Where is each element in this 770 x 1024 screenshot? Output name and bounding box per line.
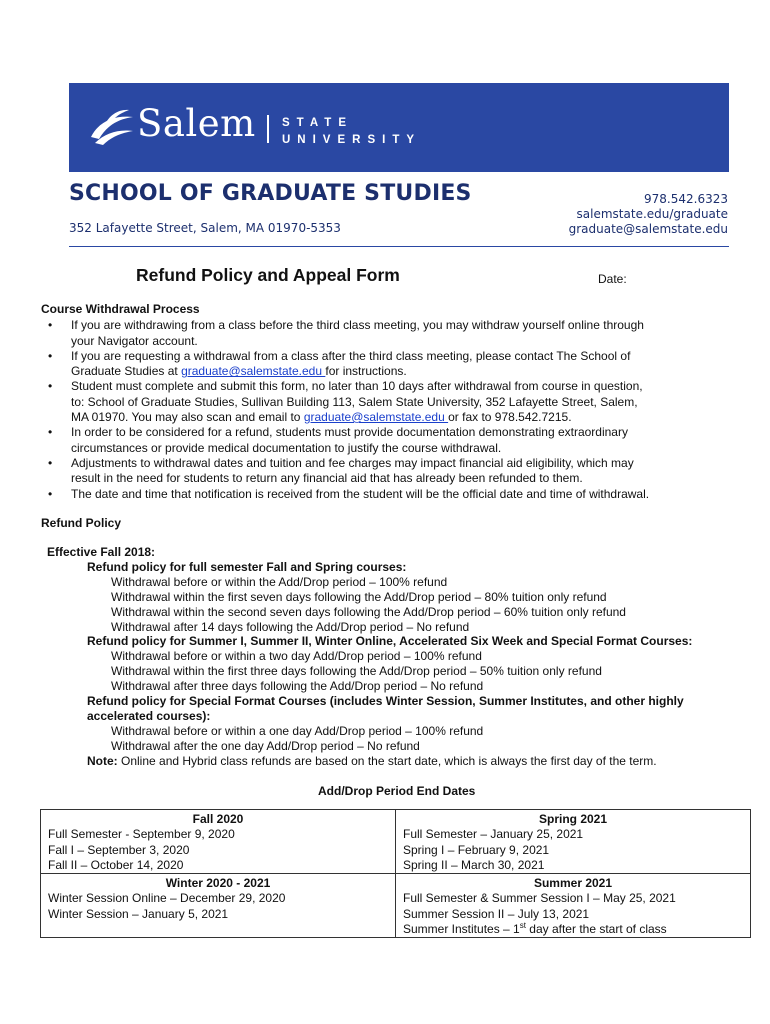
list-item: Withdrawal before or within a two day Add/Drop period – 100% refund bbox=[111, 649, 482, 663]
date-line: Full Semester & Summer Session I – May 25, 2021 bbox=[403, 891, 676, 906]
contact-email[interactable]: graduate@salemstate.edu bbox=[568, 222, 728, 236]
logo-university: UNIVERSITY bbox=[282, 134, 422, 146]
school-address: 352 Lafayette Street, Salem, MA 01970-5353 bbox=[69, 221, 341, 235]
list-item: Withdrawal before or within a one day Add/Drop period – 100% refund bbox=[111, 724, 484, 738]
special-heading: Refund policy for Special Format Courses (includes Winter Session, Summer Institutes, and other highly bbox=[87, 694, 684, 708]
school-title: SCHOOL OF GRADUATE STUDIES bbox=[69, 181, 472, 206]
fall-cell bbox=[41, 810, 396, 874]
note-label: Note: bbox=[87, 754, 118, 768]
header-rule bbox=[69, 246, 729, 247]
list-item: Withdrawal within the second seven days following the Add/Drop period – 60% tuition only refund bbox=[111, 605, 626, 619]
summer-heading: Refund policy for Summer I, Summer II, Winter Online, Accelerated Six Week and Special Format Courses: bbox=[87, 634, 693, 648]
date-line: Spring II – March 30, 2021 bbox=[403, 857, 545, 872]
special-heading-cont: accelerated courses): bbox=[87, 709, 211, 723]
effective-label: Effective Fall 2018: bbox=[47, 545, 156, 559]
list-item: • If you are requesting a withdrawal from a class after the third class meeting, please contact The School of Graduate Studies at graduate@salemstate.edu for instructions. bbox=[41, 349, 741, 380]
list-item: Withdrawal after 14 days following the Add/Drop period – No refund bbox=[111, 620, 470, 634]
list-item: • Adjustments to withdrawal dates and tuition and fee charges may impact financial aid eligibility, which may result in the need for students to return any financial aid that has already been refunded to them. bbox=[41, 456, 741, 487]
summer-cell bbox=[396, 874, 751, 938]
spring-cell bbox=[396, 810, 751, 874]
logo-wordmark: Salem bbox=[137, 102, 256, 145]
withdrawal-heading: Course Withdrawal Process bbox=[41, 302, 200, 316]
date-label: Date: bbox=[598, 272, 627, 286]
list-item: Withdrawal after three days following the Add/Drop period – No refund bbox=[111, 679, 484, 693]
list-item: • In order to be considered for a refund, students must provide documentation demonstrating extraordinary circumstances or provide medical documentation to justify the course withdrawal. bbox=[41, 425, 741, 456]
list-item: Withdrawal after the one day Add/Drop period – No refund bbox=[111, 739, 420, 753]
add-drop-dates-table bbox=[40, 809, 751, 938]
email-link[interactable]: graduate@salemstate.edu bbox=[181, 364, 326, 379]
list-item: • Student must complete and submit this form, no later than 10 days after withdrawal from course in question, to: School of Graduate Studies, Sullivan Building 113, Salem State University, 352 Lafayette Street, Salem, MA 01970. You may also scan and email to graduate@salemstate.edu or fax to 978.542.7215. bbox=[41, 379, 741, 425]
list-item: Withdrawal within the first seven days following the Add/Drop period – 80% tuition only refund bbox=[111, 590, 607, 604]
dates-title: Add/Drop Period End Dates bbox=[318, 784, 476, 798]
email-link[interactable]: graduate@salemstate.edu bbox=[303, 410, 449, 425]
list-item: Withdrawal before or within the Add/Drop period – 100% refund bbox=[111, 575, 448, 589]
note-text: Online and Hybrid class refunds are based on the start date, which is always the first day of the term. bbox=[117, 754, 657, 768]
contact-website[interactable]: salemstate.edu/graduate bbox=[576, 207, 728, 221]
date-line: Fall I – September 3, 2020 bbox=[48, 842, 190, 857]
logo-state: STATE bbox=[282, 117, 353, 129]
list-item: • If you are withdrawing from a class before the third class meeting, you may withdraw yourself online through your Navigator account. bbox=[41, 318, 741, 349]
full-semester-heading: Refund policy for full semester Fall and Spring courses: bbox=[87, 560, 407, 574]
list-item: • The date and time that notification is received from the student will be the official date and time of withdrawal. bbox=[41, 487, 741, 502]
term-spring: Spring 2021 bbox=[538, 812, 608, 826]
form-title: Refund Policy and Appeal Form bbox=[136, 265, 400, 285]
logo-divider bbox=[267, 115, 269, 143]
date-line: Winter Session – January 5, 2021 bbox=[48, 906, 229, 921]
date-line: Summer Session II – July 13, 2021 bbox=[403, 906, 590, 921]
date-line: Spring I – February 9, 2021 bbox=[403, 842, 550, 857]
winter-cell bbox=[41, 874, 396, 938]
list-item: Withdrawal within the first three days following the Add/Drop period – 50% tuition only refund bbox=[111, 664, 602, 678]
term-fall: Fall 2020 bbox=[192, 812, 244, 826]
refund-note bbox=[87, 754, 657, 769]
refund-heading: Refund Policy bbox=[41, 516, 122, 530]
date-line: Full Semester – January 25, 2021 bbox=[403, 827, 584, 842]
date-line: Full Semester - September 9, 2020 bbox=[48, 827, 235, 842]
term-winter: Winter 2020 - 2021 bbox=[165, 876, 271, 891]
logo-wave-icon bbox=[89, 107, 135, 147]
header-banner bbox=[69, 83, 729, 172]
date-line: Fall II – October 14, 2020 bbox=[48, 857, 184, 872]
contact-phone: 978.542.6323 bbox=[644, 192, 728, 206]
withdrawal-section bbox=[41, 302, 741, 502]
term-summer: Summer 2021 bbox=[533, 876, 613, 891]
date-line: Summer Institutes – 1st day after the start of class bbox=[403, 921, 667, 937]
date-line: Winter Session Online – December 29, 2020 bbox=[48, 891, 286, 906]
